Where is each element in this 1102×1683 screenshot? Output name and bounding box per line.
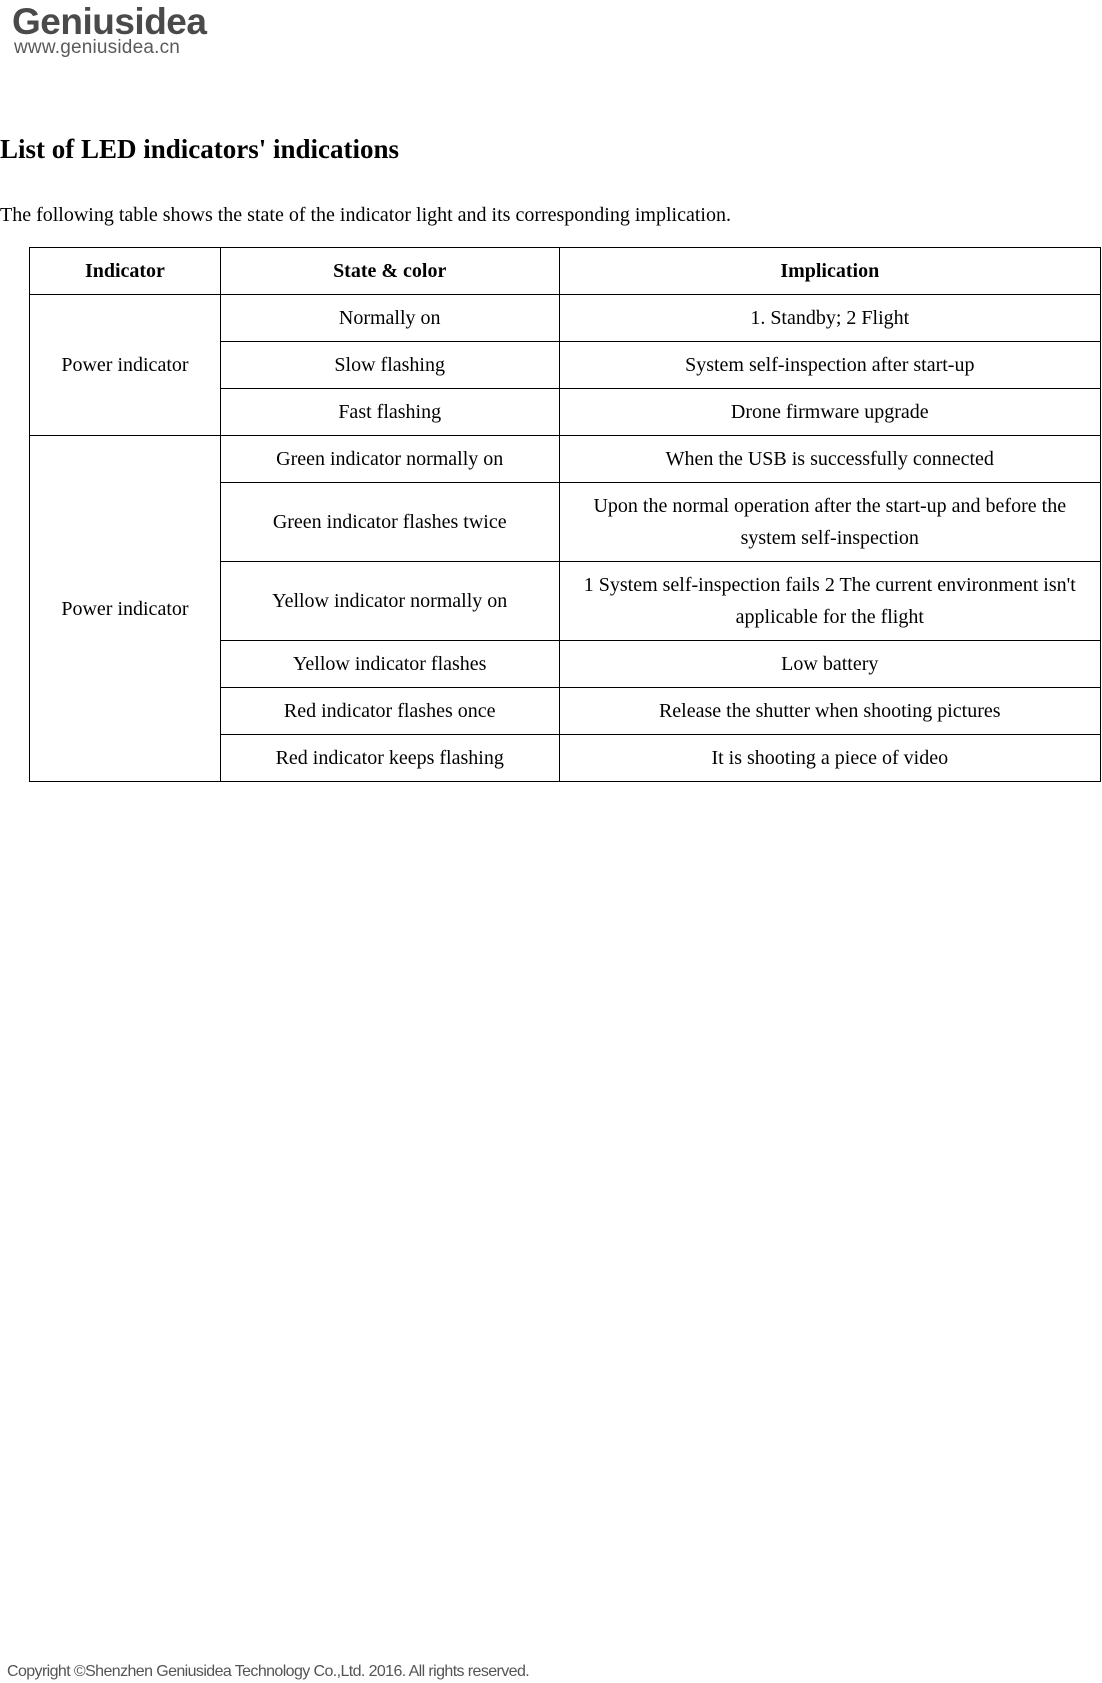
implication-cell: System self-inspection after start-up [559, 342, 1100, 389]
page-title: List of LED indicators' indications [0, 134, 400, 164]
state-cell: Red indicator flashes once [220, 688, 559, 735]
state-cell: Fast flashing [220, 389, 559, 436]
state-cell: Slow flashing [220, 342, 559, 389]
implication-cell: 1 System self-inspection fails 2 The current environment isn't applicable for the flight [559, 562, 1100, 641]
header-state: State & color [220, 248, 559, 295]
indicator-cell: Power indicator [30, 295, 221, 436]
implication-cell: Low battery [559, 641, 1100, 688]
logo-url: www.geniusidea.cn [14, 37, 181, 58]
implication-cell: 1. Standby; 2 Flight [559, 295, 1100, 342]
state-cell: Green indicator flashes twice [220, 483, 559, 562]
state-cell: Green indicator normally on [220, 436, 559, 483]
implication-cell: When the USB is successfully connected [559, 436, 1100, 483]
company-logo [12, 2, 252, 60]
state-cell: Yellow indicator normally on [220, 562, 559, 641]
table-header-row [30, 248, 1101, 295]
implication-cell: Release the shutter when shooting pictures [559, 688, 1100, 735]
state-cell: Normally on [220, 295, 559, 342]
table-row [30, 436, 1101, 483]
header-implication: Implication [559, 248, 1100, 295]
state-cell: Yellow indicator flashes [220, 641, 559, 688]
table-row [30, 295, 1101, 342]
implication-cell: Upon the normal operation after the start-up and before the system self-inspection [559, 483, 1100, 562]
implication-cell: It is shooting a piece of video [559, 735, 1100, 782]
indicator-cell: Power indicator [30, 436, 221, 782]
copyright-footer: Copyright ©Shenzhen Geniusidea Technology Co.,Ltd. 2016. All rights reserved. [7, 1663, 530, 1680]
state-cell: Red indicator keeps flashing [220, 735, 559, 782]
led-indicator-table [29, 247, 1101, 782]
logo-name: Geniusidea [12, 1, 207, 42]
implication-cell: Drone firmware upgrade [559, 389, 1100, 436]
header-indicator: Indicator [30, 248, 221, 295]
intro-paragraph: The following table shows the state of the indicator light and its corresponding implication. [0, 204, 731, 226]
